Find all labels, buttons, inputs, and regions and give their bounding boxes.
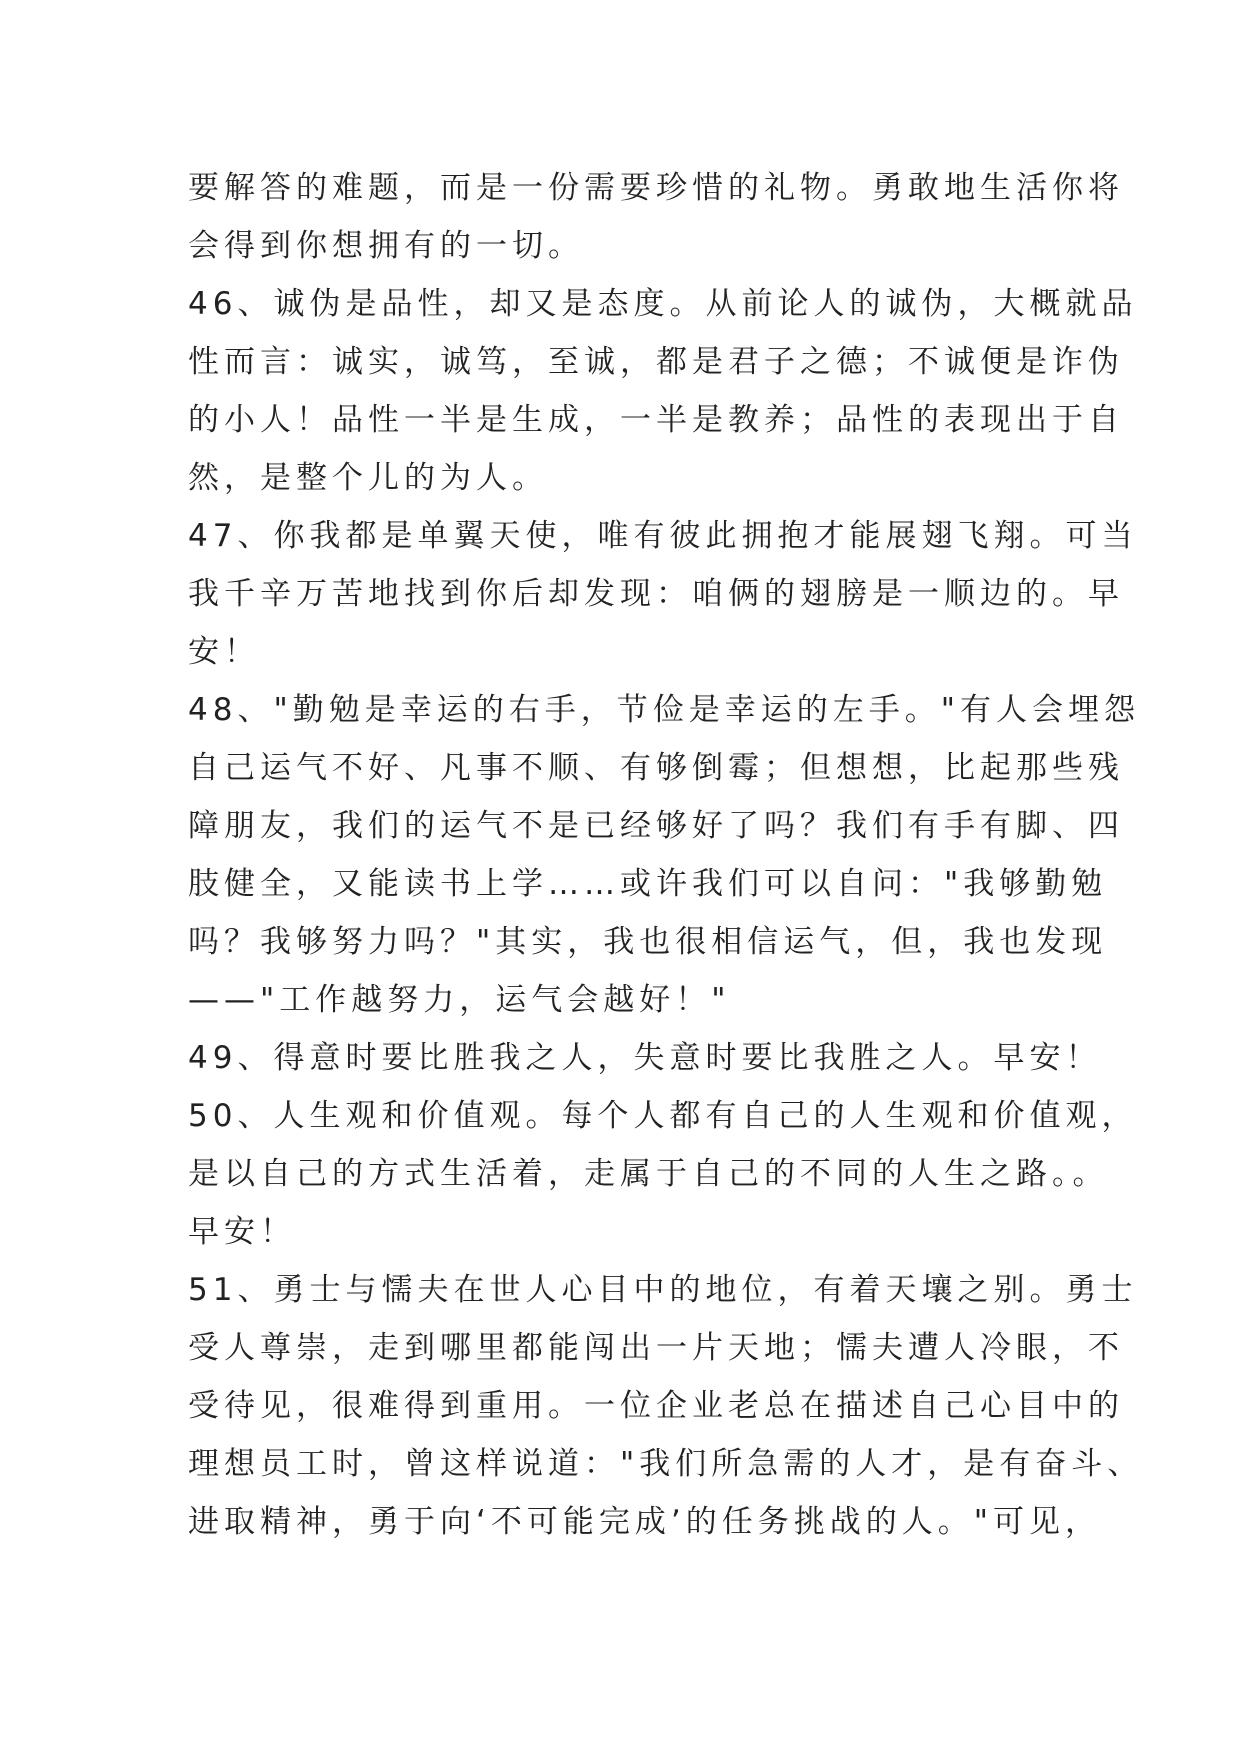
text-line: 我千辛万苦地找到你后却发现：咱俩的翅膀是一顺边的。早 [188,576,1124,612]
text-line: 进取精神，勇于向‘不可能完成’的任务挑战的人。"可见， [188,1504,1101,1540]
body-text [188,159,1144,1551]
text-line: 安！ [188,634,260,670]
text-line: 50、人生观和价值观。每个人都有自己的人生观和价值观， [188,1098,1138,1134]
text-line: 障朋友，我们的运气不是已经够好了吗？我们有手有脚、四 [188,808,1124,844]
text-line: 的小人！品性一半是生成，一半是教养；品性的表现出于自 [188,402,1124,438]
text-line: 肢健全，又能读书上学……或许我们可以自问："我够勤勉 [188,866,1108,902]
text-line: 自己运气不好、凡事不顺、有够倒霉；但想想，比起那些残 [188,750,1124,786]
text-line: 49、得意时要比胜我之人，失意时要比我胜之人。早安！ [188,1040,1102,1076]
text-line: 早安！ [188,1214,296,1250]
text-line: 要解答的难题，而是一份需要珍惜的礼物。勇敢地生活你将 [188,170,1124,206]
text-line: 然，是整个儿的为人。 [188,460,548,496]
text-line: 会得到你想拥有的一切。 [188,228,584,264]
text-line: 性而言：诚实，诚笃，至诚，都是君子之德；不诚便是诈伪 [188,344,1124,380]
text-line: 47、你我都是单翼天使，唯有彼此拥抱才能展翅飞翔。可当 [188,518,1138,554]
text-line: 吗？我够努力吗？"其实，我也很相信运气，但，我也发现 [188,924,1108,960]
text-line: 51、勇士与懦夫在世人心目中的地位，有着天壤之别。勇士 [188,1272,1138,1308]
text-line: 受待见，很难得到重用。一位企业老总在描述自己心目中的 [188,1388,1124,1424]
text-line: 受人尊崇，走到哪里都能闯出一片天地；懦夫遭人冷眼，不 [188,1330,1124,1366]
text-line: 理想员工时，曾这样说道："我们所急需的人才，是有奋斗、 [188,1446,1144,1482]
text-line: 46、诚伪是品性，却又是态度。从前论人的诚伪，大概就品 [188,286,1138,322]
text-line: ——"工作越努力，运气会越好！" [188,982,731,1018]
text-line: 48、"勤勉是幸运的右手，节俭是幸运的左手。"有人会埋怨 [188,692,1140,728]
text-line: 是以自己的方式生活着，走属于自己的不同的人生之路。。 [188,1156,1109,1192]
